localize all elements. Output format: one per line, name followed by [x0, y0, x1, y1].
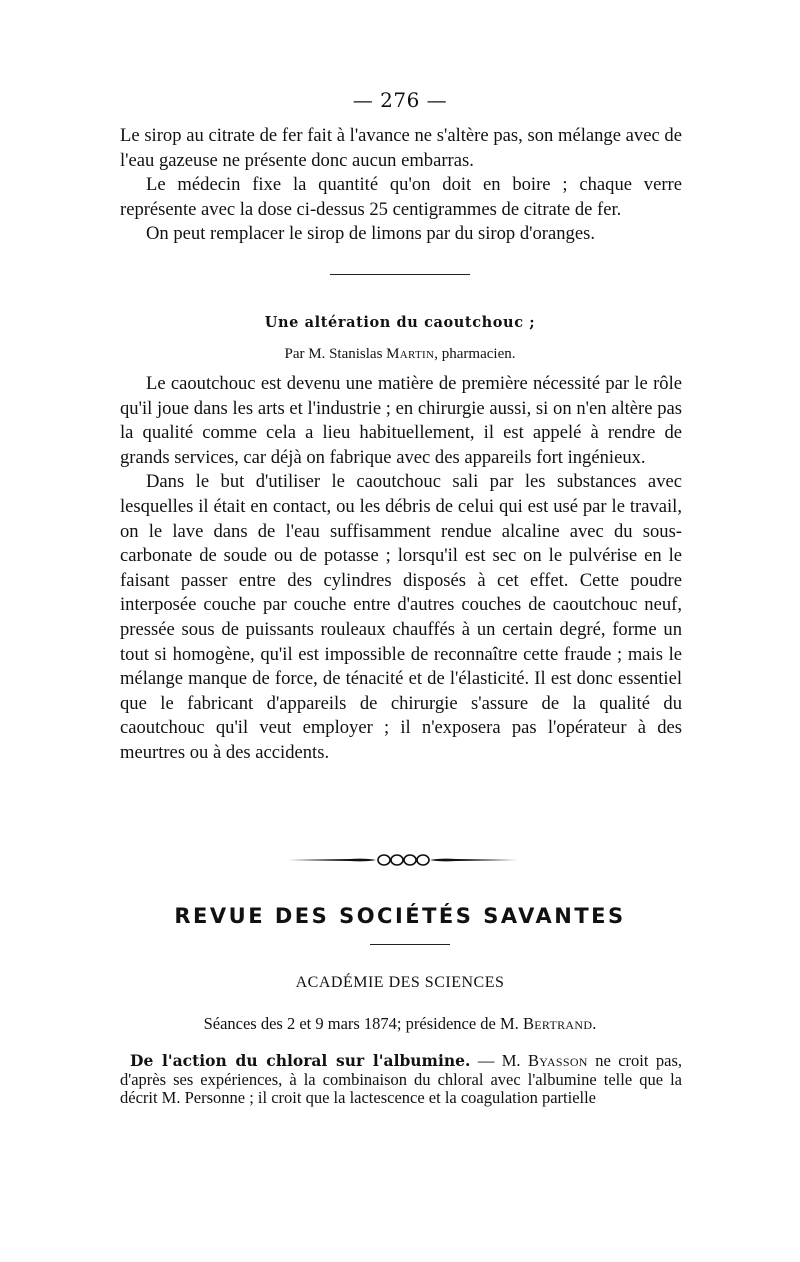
- author-suffix: , pharmacien.: [434, 346, 516, 362]
- report-paragraph: [120, 1052, 682, 1108]
- president-name: Bertrand: [522, 1014, 593, 1033]
- page-number: — 276 —: [352, 88, 448, 112]
- report-dash: — M.: [470, 1051, 528, 1070]
- article-paragraph: Dans le but d'utiliser le caoutchouc sali par les substances avec lesquelles il était en contact, ou les débris de celui qui est usé par le travail, on le lave dans de l'eau suffisamment rendue alcaline avec du sous-carbonate de soude ou de potasse ; lorsqu'il est sec on le pulvérise en le faisant passer entre des cylindres disposés à cet effet. Cette poudre interposée couche par couche entre d'autres couches de caoutchouc neuf, pressée sous de puissants rouleaux chauffés à un certain degré, forme un tout si homogène, qu'il est impossible de reconnaître cette fraude ; mais le mélange manque de force, de ténacité et de l'élasticité. Il est donc essentiel que le fabricant d'appareils de chirurgie s'assure de la qualité du caoutchouc qu'il veut employer ; il n'exposera pas l'opérateur à des meurtres ou à des accidents.: [120, 471, 682, 763]
- sessions-suffix: .: [592, 1014, 597, 1033]
- author-name: Martin: [386, 346, 435, 362]
- report-text: ne croit pas, d'après ses expériences, à la combinaison du chloral avec l'albumine telle que la décrit M. Personne ; il croit que la lactescence et la coagulation partielle: [120, 1051, 683, 1107]
- academy-heading: ACADÉMIE DES SCIENCES: [295, 974, 505, 991]
- article-author: [0, 346, 800, 363]
- report-author-name: Byasson: [527, 1051, 588, 1070]
- sessions-prefix: Séances des 2 et 9 mars 1874; présidence de M.: [203, 1014, 523, 1033]
- intro-paragraph: On peut remplacer le sirop de limons par du sirop d'oranges.: [146, 223, 595, 245]
- intro-paragraph: Le médecin fixe la quantité qu'on doit en boire ; chaque verre représente avec la dose ci-dessus 25 centigrammes de citrate de fer.: [120, 174, 682, 220]
- article-title: Une altération du caoutchouc ;: [264, 314, 536, 331]
- author-prefix: Par M. Stanislas: [284, 346, 387, 362]
- ornament-divider: [288, 850, 518, 870]
- intro-text: [120, 124, 682, 247]
- report-body: [120, 1052, 682, 1108]
- separator-rule: [330, 274, 470, 275]
- intro-paragraph: Le sirop au citrate de fer fait à l'avance ne s'altère pas, son mélange avec de l'eau gazeuse ne présente donc aucun embarras.: [120, 125, 682, 171]
- article-paragraph: Le caoutchouc est devenu une matière de première nécessité par le rôle qu'il joue dans les arts et l'industrie ; en chirurgie aussi, si on n'en altère pas la qualité comme cela a lieu habituellement, il est appelé à rendre de grands services, car déjà on fabrique avec des appareils fort ingénieux.: [120, 373, 682, 468]
- sessions-line: [0, 1014, 800, 1034]
- report-item-title: De l'action du chloral sur l'albumine.: [130, 1051, 471, 1070]
- article-body: [120, 372, 682, 766]
- section-rule: [370, 944, 450, 945]
- section-heading: REVUE DES SOCIÉTÉS SAVANTES: [174, 904, 626, 928]
